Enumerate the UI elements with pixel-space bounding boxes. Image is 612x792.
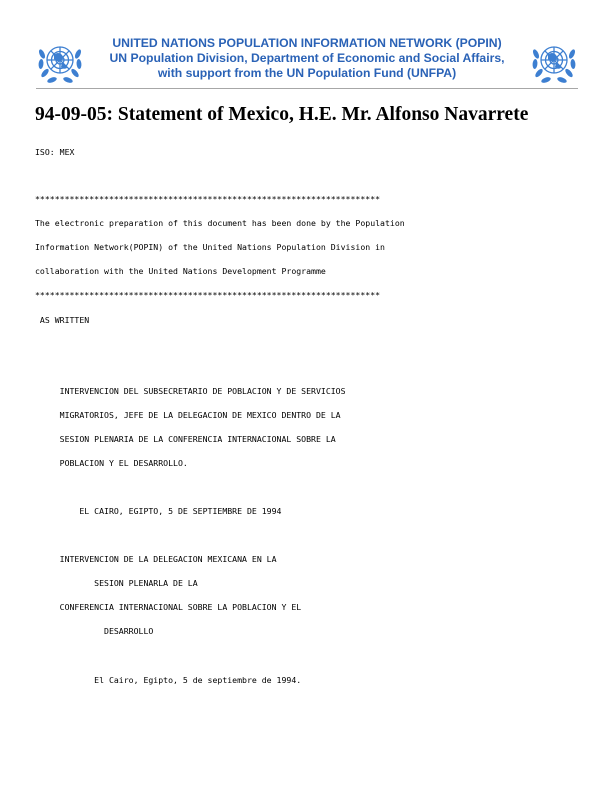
text-line: POBLACION Y EL DESARROLLO. <box>35 458 188 468</box>
un-emblem-icon <box>530 38 578 86</box>
text-line: CONFERENCIA INTERNACIONAL SOBRE LA POBLACION Y EL <box>35 602 302 612</box>
header-line-1: UNITED NATIONS POPULATION INFORMATION NETWORK (POPIN) <box>112 36 502 50</box>
text-line: MIGRATORIOS, JEFE DE LA DELEGACION DE MEXICO DENTRO DE LA <box>35 410 341 420</box>
popin-header <box>36 36 578 86</box>
page-title: 94-09-05: Statement of Mexico, H.E. Mr. Alfonso Navarrete <box>35 104 529 125</box>
header-divider <box>36 88 578 89</box>
text-line: SESION PLENARIA DE LA CONFERENCIA INTERNACIONAL SOBRE LA <box>35 434 336 444</box>
header-line-3: with support from the UN Population Fund (UNFPA) <box>157 66 457 80</box>
text-line: collaboration with the United Nations Development Programme <box>35 266 326 276</box>
iso-code-line: ISO: MEX <box>35 147 75 157</box>
text-line: DESARROLLO <box>35 626 154 636</box>
separator-line: ********************************************************************** <box>35 290 381 300</box>
separator-line: ********************************************************************** <box>35 194 381 204</box>
text-line: El Cairo, Egipto, 5 de septiembre de 1994. <box>35 675 302 685</box>
header-line-2: UN Population Division, Department of Economic and Social Affairs, <box>109 51 505 65</box>
text-line: The electronic preparation of this document has been done by the Population <box>35 218 405 228</box>
text-line: EL CAIRO, EGIPTO, 5 DE SEPTIEMBRE DE 1994 <box>35 506 282 516</box>
text-line: INTERVENCION DE LA DELEGACION MEXICANA EN LA <box>35 554 277 564</box>
text-line: Information Network(POPIN) of the United Nations Population Division in <box>35 242 385 252</box>
text-line: INTERVENCION DEL SUBSECRETARIO DE POBLACION Y DE SERVICIOS <box>35 386 346 396</box>
text-line: AS WRITTEN <box>35 315 90 325</box>
header-text <box>94 36 520 81</box>
text-line: SESION PLENARLA DE LA <box>35 578 198 588</box>
un-emblem-icon <box>36 38 84 86</box>
